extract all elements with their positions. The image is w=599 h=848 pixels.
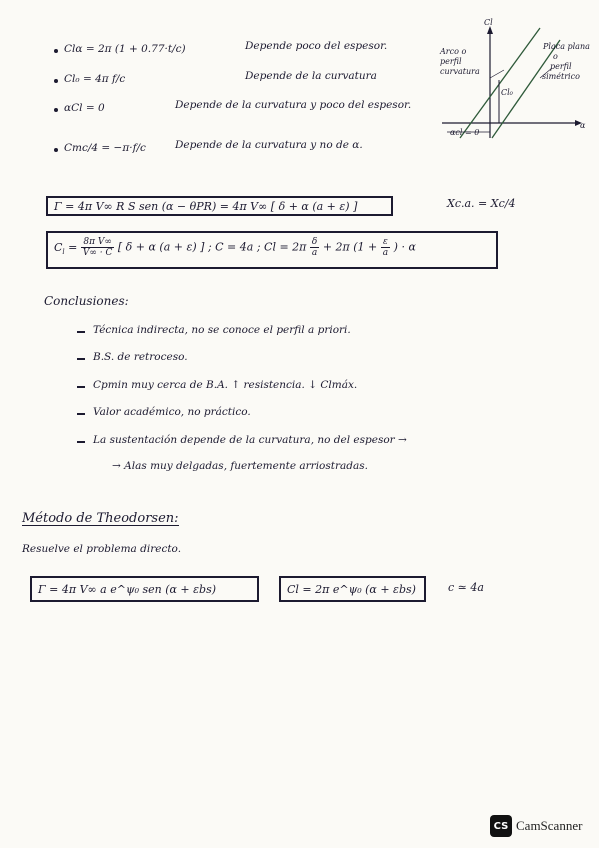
theodorsen-gamma-box [30, 576, 259, 602]
fraction: $\frac{\text{8π V∞}}{V\infty \cdot C}$ [82, 237, 113, 258]
conclusions-title: Conclusiones: [44, 294, 129, 308]
diagram-y-label: Cl [484, 18, 493, 27]
dash-marker [77, 441, 85, 443]
diagram-x-label: α [580, 121, 586, 130]
fraction: $\frac{\varepsilon}{a}$ [382, 237, 389, 258]
formula-cl-alpha: Clα = 2π (1 + 0.77·t/c) [64, 43, 186, 55]
label-symmetric-4: simétrico [542, 72, 580, 81]
y-axis-arrow-icon [487, 26, 493, 34]
gamma-equation-box [46, 196, 393, 216]
section-title: Método de Theodorsen: [22, 511, 179, 526]
label-curved-3: curvatura [440, 67, 480, 76]
conclusion-item: Cpmin muy cerca de B.A. ↑ resistencia. ↓ Clmáx. [93, 379, 358, 391]
fraction: $\frac{\delta}{a}$ [311, 237, 318, 258]
note-alpha-cl: Depende de la curvatura y poco del espesor. [175, 99, 412, 111]
label-curved-2: perfil [440, 57, 462, 66]
cl-equation: $C_l$ = $\frac{\text{8π V∞}}{V\infty \cdot C}$ [ δ + α (a + ε) ] ; C = 4a ; Cl = 2π $\frac{\delta}{a}$ + 2π (1 + $\frac{\varepsilon}{a}$ ) · α [54, 237, 416, 258]
bullet-marker [54, 148, 58, 152]
label-symmetric-2: o [553, 52, 558, 61]
line-curved [460, 28, 540, 138]
dash-marker [77, 413, 85, 415]
label-cl0: Cl₀ [501, 88, 513, 97]
theodorsen-cl-equation: Cl = 2π e^ψ₀ (α + εbs) [287, 583, 416, 596]
cl-equation-box [46, 231, 498, 269]
aero-center-equation: Xc.a. = Xc/4 [447, 197, 516, 210]
camscanner-badge-icon: CS [490, 815, 512, 837]
camscanner-logo [490, 815, 582, 837]
sub-conclusion: → Alas muy delgadas, fuertemente arriostradas. [112, 460, 368, 472]
theodorsen-cl-box [279, 576, 426, 602]
label-curved-1: Arco o [440, 47, 467, 56]
gamma-equation: Γ = 4π V∞ R S sen (α − θPR) = 4π V∞ [ δ + α (a + ε) ] [54, 200, 358, 213]
label-symmetric-1: Placa plana [543, 42, 590, 51]
note-cl0: Depende de la curvatura [245, 70, 377, 82]
label-alpha-zero: αcl = 0 [450, 128, 480, 137]
formula-alpha-cl: αCl = 0 [64, 102, 105, 114]
conclusion-item: Técnica indirecta, no se conoce el perfil a priori. [93, 324, 351, 336]
theodorsen-gamma-equation: Γ = 4π V∞ a e^ψ₀ sen (α + εbs) [38, 583, 217, 596]
conclusion-item: Valor académico, no práctico. [93, 406, 251, 418]
cl-alpha-diagram [432, 20, 592, 145]
dash-marker [77, 386, 85, 388]
bullet-marker [54, 79, 58, 83]
chord-relation: c ≃ 4a [448, 581, 484, 594]
section-subtitle: Resuelve el problema directo. [22, 543, 182, 555]
formula-cl0: Cl₀ = 4π f/c [64, 73, 126, 85]
conclusion-item: B.S. de retroceso. [93, 351, 188, 363]
dash-marker [77, 358, 85, 360]
label-symmetric-3: perfil [550, 62, 572, 71]
dash-marker [77, 331, 85, 333]
formula-cm: Cmc/4 = −π·f/c [64, 142, 146, 154]
bullet-marker [54, 108, 58, 112]
camscanner-wordmark: CamScanner [516, 818, 583, 833]
conclusion-item: La sustentación depende de la curvatura, no del espesor → [93, 434, 407, 446]
bullet-marker [54, 49, 58, 53]
leader-line [490, 70, 504, 78]
note-cm: Depende de la curvatura y no de α. [175, 139, 363, 151]
note-cl-alpha: Depende poco del espesor. [245, 40, 388, 52]
